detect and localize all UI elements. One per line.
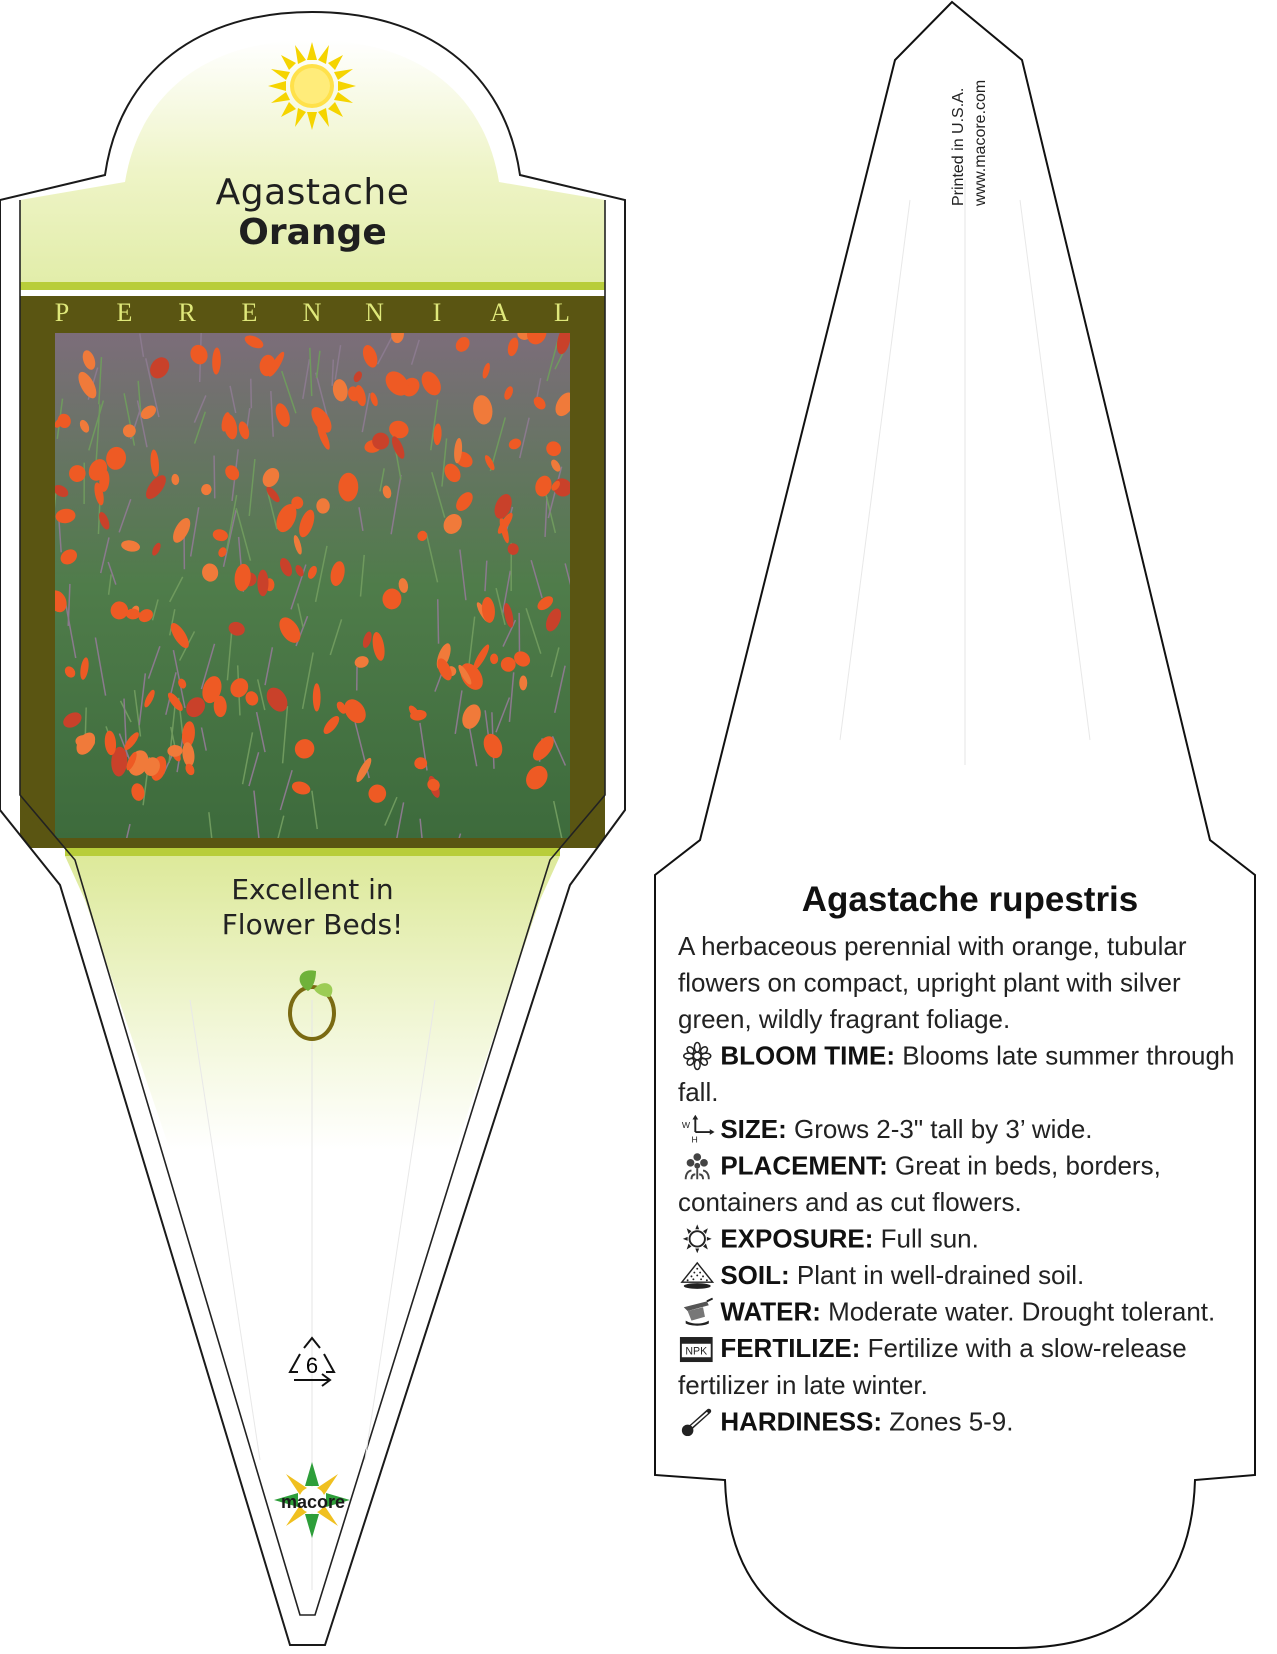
placement-icon — [678, 1151, 716, 1180]
category-letter: A — [490, 298, 509, 327]
care-label: BLOOM TIME: — [720, 1041, 896, 1071]
tagline-line-1: Excellent in — [231, 873, 394, 906]
care-text: Great in beds, borders, containers and as cut flowers. — [678, 1151, 1161, 1217]
care-label: WATER: — [720, 1297, 821, 1327]
tagline-line-2: Flower Beds! — [221, 908, 404, 941]
care-text: Fertilize with a slow-release fertilizer in late winter. — [678, 1334, 1187, 1400]
printed-in: Printed in U.S.A. — [950, 87, 967, 206]
care-label: PLACEMENT: — [720, 1151, 888, 1181]
care-row-bloom-time — [678, 1038, 1246, 1111]
plant-description: A herbaceous perennial with orange, tubular flowers on compact, upright plant with silver green, wildly fragrant foliage. — [678, 931, 1187, 1034]
size-icon-h: H — [691, 1134, 698, 1144]
care-row-water — [678, 1294, 1246, 1331]
care-label: SIZE: — [720, 1114, 787, 1144]
care-row-soil — [678, 1257, 1246, 1294]
care-text: Blooms late summer through fall. — [678, 1041, 1235, 1108]
plant-variety-name: Orange — [238, 212, 387, 253]
npk-icon — [678, 1334, 716, 1363]
care-label: SOIL: — [720, 1260, 790, 1290]
category-letter: N — [302, 298, 322, 327]
care-label: FERTILIZE: — [720, 1334, 861, 1364]
care-row-exposure — [678, 1221, 1246, 1258]
size-icon — [678, 1115, 716, 1144]
watering-can-icon — [678, 1298, 716, 1327]
full-sun-icon — [268, 42, 356, 130]
care-row-hardiness — [678, 1403, 1246, 1440]
care-row-fertilize — [678, 1330, 1246, 1403]
category-letter: E — [116, 298, 133, 327]
plant-common-name: Agastache — [215, 172, 410, 213]
botanical-name: Agastache rupestris — [801, 880, 1139, 919]
category-letter: L — [554, 298, 570, 327]
category-banner — [52, 298, 572, 332]
care-row-placement — [678, 1147, 1246, 1220]
soil-icon — [678, 1261, 716, 1290]
flower-icon — [678, 1042, 716, 1071]
care-text: Full sun. — [873, 1224, 979, 1254]
brand-name: macore — [280, 1492, 346, 1512]
category-letter: R — [178, 298, 196, 327]
care-instructions — [678, 928, 1246, 1440]
category-letter: P — [54, 298, 70, 327]
care-text: Moderate water. Drought tolerant. — [820, 1297, 1216, 1327]
care-text: Zones 5-9. — [882, 1407, 1014, 1437]
npk-text: NPK — [685, 1345, 708, 1358]
sun-icon — [678, 1224, 716, 1253]
category-letter: E — [241, 298, 258, 327]
care-row-size — [678, 1111, 1246, 1148]
category-letter: N — [365, 298, 384, 327]
size-icon-w: W — [681, 1120, 691, 1131]
category-letter: I — [432, 298, 442, 327]
care-label: EXPOSURE: — [720, 1224, 874, 1254]
thermometer-icon — [678, 1407, 716, 1436]
printer-website: www.macore.com — [972, 79, 989, 206]
care-text: Plant in well-drained soil. — [789, 1260, 1085, 1290]
care-label: HARDINESS: — [720, 1407, 883, 1437]
recycle-code: 6 — [305, 1353, 319, 1378]
care-text: Grows 2-3" tall by 3’ wide. — [786, 1114, 1093, 1144]
